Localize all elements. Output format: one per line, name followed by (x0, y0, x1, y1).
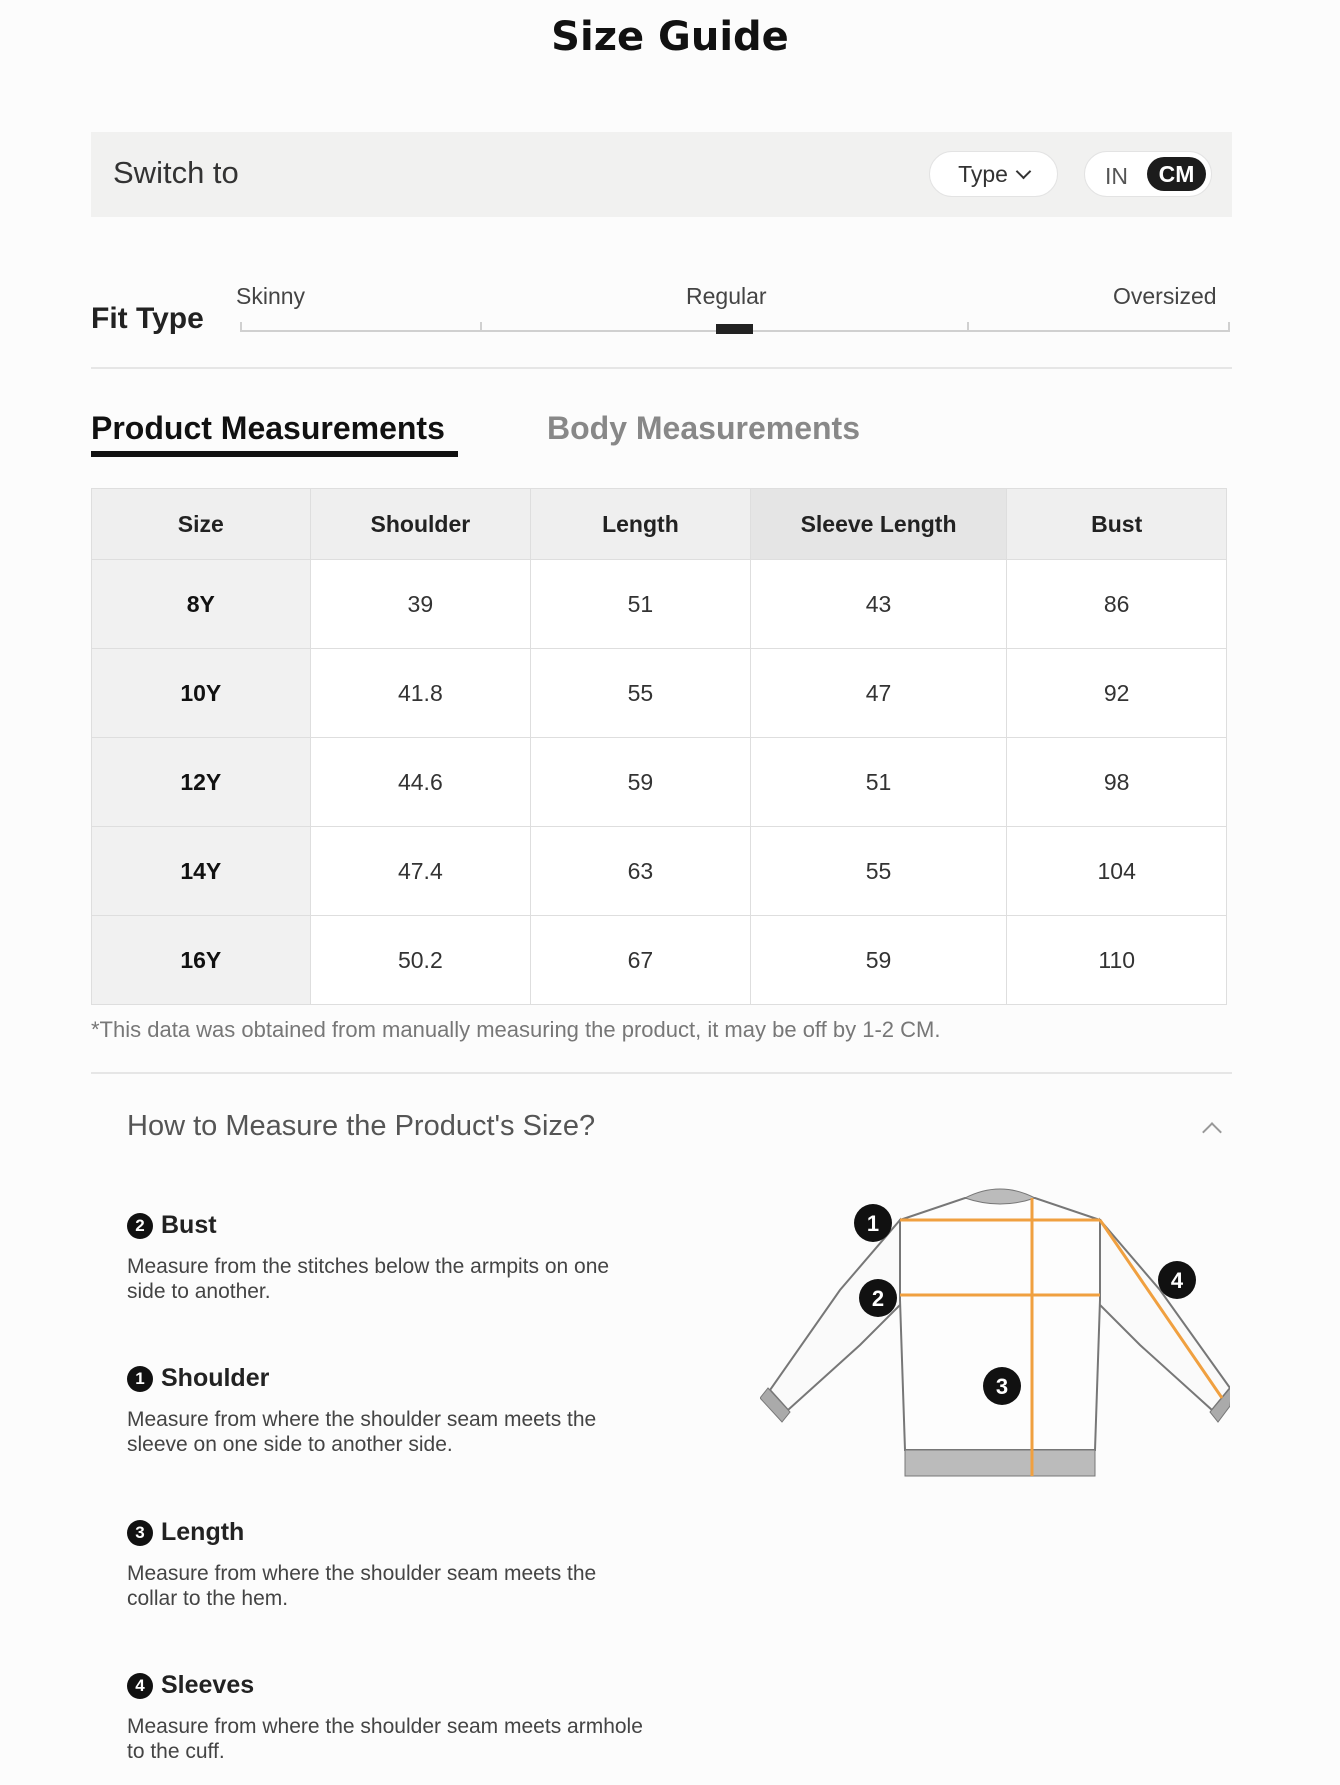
size-cell: 8Y (92, 560, 311, 649)
type-dropdown-button[interactable] (929, 151, 1058, 197)
column-header-sleeve-length: Sleeve Length (750, 489, 1007, 560)
table-cell: 39 (310, 560, 531, 649)
fit-scale-tick (967, 322, 969, 332)
diagram-marker-4 (1158, 1261, 1196, 1299)
table-cell: 51 (750, 738, 1007, 827)
table-cell: 110 (1007, 916, 1227, 1005)
divider (91, 1072, 1232, 1074)
sweater-body (900, 1198, 1100, 1450)
table-cell: 55 (531, 649, 751, 738)
table-cell: 55 (750, 827, 1007, 916)
number-4-icon: 4 (127, 1673, 153, 1699)
instruction-text: Measure from the stitches below the armpits on one side to another. (127, 1255, 610, 1303)
diagram-marker-1 (854, 1204, 892, 1242)
instruction-title: Shoulder (161, 1364, 270, 1392)
size-cell: 12Y (92, 738, 311, 827)
table-cell: 51 (531, 560, 751, 649)
unit-in-option[interactable]: IN (1105, 163, 1128, 189)
number-2-icon: 2 (127, 1213, 153, 1239)
svg-text:4: 4 (1170, 1268, 1184, 1293)
table-cell: 43 (750, 560, 1007, 649)
column-header-length: Length (531, 489, 751, 560)
switch-to-label: Switch to (113, 155, 239, 190)
instruction-sleeves (127, 1671, 647, 1764)
number-1-icon: 1 (127, 1366, 153, 1392)
table-header-row (92, 489, 1227, 560)
table-cell: 44.6 (310, 738, 531, 827)
column-header-shoulder: Shoulder (310, 489, 531, 560)
size-cell: 16Y (92, 916, 311, 1005)
table-row (92, 560, 1227, 649)
table-cell: 86 (1007, 560, 1227, 649)
tab-product-measurements[interactable]: Product Measurements (91, 410, 445, 446)
type-dropdown-label: Type (958, 160, 1008, 187)
table-cell: 50.2 (310, 916, 531, 1005)
sweater-measurement-diagram (760, 1160, 1230, 1490)
svg-text:2: 2 (871, 1286, 885, 1311)
tab-body-measurements[interactable]: Body Measurements (547, 410, 860, 446)
instruction-text: Measure from where the shoulder seam meets armhole to the cuff. (127, 1715, 643, 1763)
instruction-title: Bust (161, 1211, 217, 1239)
fit-option-oversized: Oversized (1113, 283, 1217, 309)
switch-bar (91, 132, 1232, 217)
instruction-title: Sleeves (161, 1671, 255, 1699)
table-cell: 59 (531, 738, 751, 827)
fit-scale-tick (1228, 322, 1230, 332)
fit-type-marker (716, 324, 753, 334)
table-cell: 47.4 (310, 827, 531, 916)
instruction-text: Measure from where the shoulder seam meets the sleeve on one side to another side. (127, 1408, 597, 1456)
table-cell: 59 (750, 916, 1007, 1005)
diagram-marker-3 (983, 1367, 1021, 1405)
table-cell: 67 (531, 916, 751, 1005)
unit-toggle[interactable] (1084, 151, 1212, 197)
instruction-bust (127, 1211, 647, 1304)
fit-scale-tick (240, 322, 242, 332)
column-header-size: Size (92, 489, 311, 560)
size-cell: 10Y (92, 649, 311, 738)
page-title: Size Guide (551, 14, 789, 60)
active-tab-indicator (91, 451, 458, 457)
size-table (91, 488, 1227, 1005)
number-3-icon: 3 (127, 1520, 153, 1546)
unit-cm-option[interactable]: CM (1147, 157, 1206, 191)
column-header-bust: Bust (1007, 489, 1227, 560)
svg-text:1: 1 (866, 1211, 880, 1236)
fit-scale-tick (480, 322, 482, 332)
table-row (92, 916, 1227, 1005)
table-cell: 92 (1007, 649, 1227, 738)
instruction-length (127, 1518, 647, 1611)
fit-option-regular: Regular (686, 283, 767, 309)
size-cell: 14Y (92, 827, 311, 916)
table-cell: 63 (531, 827, 751, 916)
how-to-measure-title[interactable]: How to Measure the Product's Size? (127, 1110, 596, 1142)
diagram-marker-2 (859, 1279, 897, 1317)
table-cell: 98 (1007, 738, 1227, 827)
table-row (92, 738, 1227, 827)
table-row (92, 649, 1227, 738)
fit-type-label: Fit Type (91, 302, 204, 335)
table-row (92, 827, 1227, 916)
sweater-hem (905, 1450, 1095, 1476)
measurement-note: *This data was obtained from manually measuring the product, it may be off by 1-2 CM. (91, 1017, 941, 1042)
table-cell: 41.8 (310, 649, 531, 738)
table-cell: 104 (1007, 827, 1227, 916)
instruction-shoulder (127, 1364, 647, 1457)
chevron-down-icon (1016, 163, 1032, 179)
svg-text:3: 3 (995, 1374, 1009, 1399)
chevron-up-icon[interactable] (1202, 1122, 1222, 1142)
instruction-text: Measure from where the shoulder seam meets the collar to the hem. (127, 1562, 597, 1610)
fit-option-skinny: Skinny (236, 283, 306, 309)
table-cell: 47 (750, 649, 1007, 738)
instruction-title: Length (161, 1518, 245, 1546)
divider (91, 367, 1232, 369)
